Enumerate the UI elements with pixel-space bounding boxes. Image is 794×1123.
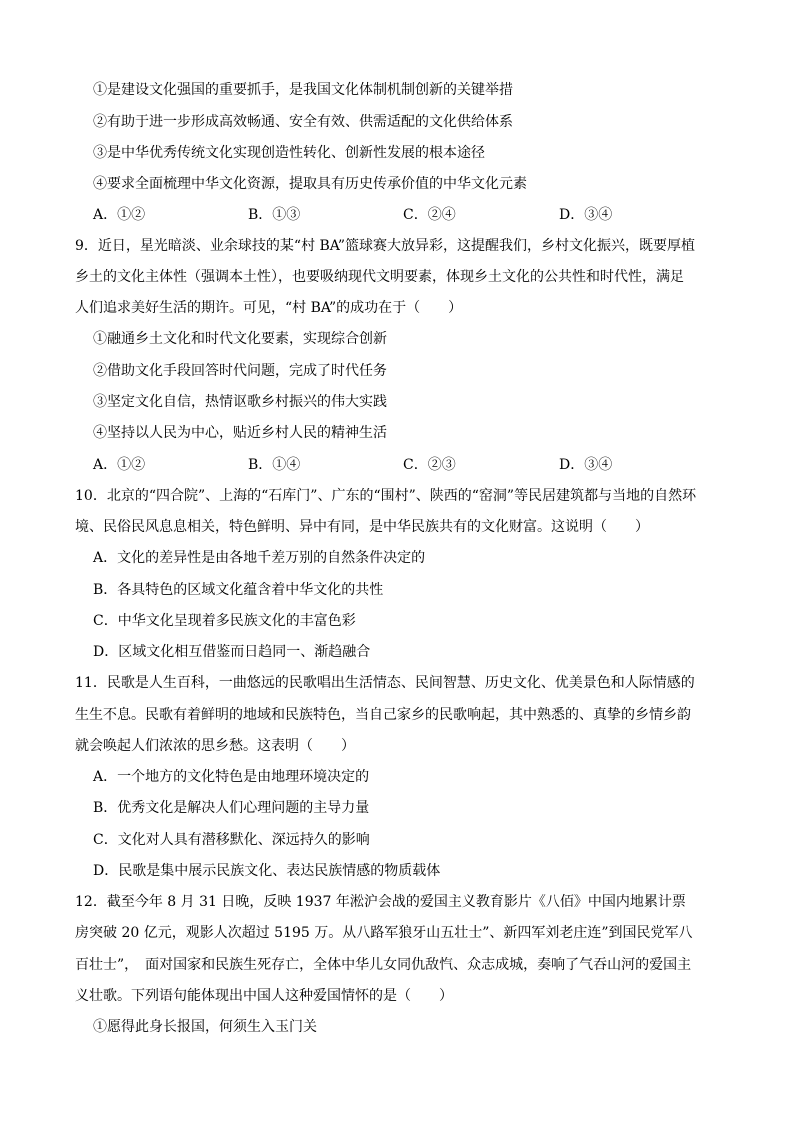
- q12-item-1: ①愿得此身长报国，何须生入玉门关: [93, 1019, 317, 1035]
- q8-item-3: ③是中华优秀传统文化实现创造性转化、创新性发展的根本途径: [93, 145, 485, 161]
- q9-item-2: ②借助文化手段回答时代问题，完成了时代任务: [93, 363, 387, 379]
- q10-choice-a: A．文化的差异性是由各地千差万别的自然条件决定的: [93, 550, 426, 566]
- q9-item-3: ③坚定文化自信，热情讴歌乡村振兴的伟大实践: [93, 394, 387, 410]
- q12-stem-line-1: 12．截至今年 8 月 31 日晚，反映 1937 年淞沪会战的爱国主义教育影片《八佰》中国内地累计票: [75, 894, 686, 910]
- q8-option-d: D．③④: [559, 207, 613, 223]
- q12-stem-line-4: 义壮歌。下列语句能体现出中国人这种爱国情怀的是（ ）: [75, 988, 453, 1004]
- q11-choice-c: C．文化对人具有潜移默化、深远持久的影响: [93, 832, 370, 848]
- q8-option-c: C．②④: [403, 207, 456, 223]
- q10-stem-line-1: 10．北京的“四合院”、上海的“石库门”、广东的“围村”、陕西的“窑洞”等民居建筑都与当地的自然环: [75, 488, 697, 504]
- q11-stem-line-2: 生生不息。民歌有着鲜明的地域和民族特色，当自己家乡的民歌响起，其中熟悉的、真挚的乡情乡韵: [75, 707, 691, 723]
- q9-stem-line-1: 9．近日，星光暗淡、业余球技的某“村 BA”篮球赛大放异彩，这提醒我们，乡村文化振兴，既要厚植: [75, 238, 696, 254]
- q8-option-b: B．①③: [248, 207, 301, 223]
- q9-option-b: B．①④: [248, 457, 301, 473]
- q9-item-1: ①融通乡土文化和时代文化要素，实现综合创新: [93, 331, 387, 347]
- q9-item-4: ④坚持以人民为中心，贴近乡村人民的精神生活: [93, 425, 387, 441]
- q10-stem-line-2: 境、民俗民风息息相关，特色鲜明、异中有同，是中华民族共有的文化财富。这说明（ ）: [75, 519, 649, 535]
- q10-choice-d: D．区域文化相互借鉴而日趋同一、渐趋融合: [93, 644, 371, 660]
- q11-choice-d: D．民歌是集中展示民族文化、表达民族情感的物质载体: [93, 863, 441, 879]
- q11-choice-a: A．一个地方的文化特色是由地理环境决定的: [93, 769, 370, 785]
- q9-option-a: A．①②: [93, 457, 146, 473]
- q11-choice-b: B．优秀文化是解决人们心理问题的主导力量: [93, 800, 370, 816]
- q11-stem-line-3: 就会唤起人们浓浓的思乡愁。这表明（ ）: [75, 738, 355, 754]
- q12-stem-line-2: 房突破 20 亿元，观影人次超过 5195 万。从八路军狼牙山五壮士”、新四军刘老庄连”到国民党军八: [75, 925, 693, 941]
- q11-stem-line-1: 11．民歌是人生百科，一曲悠远的民歌唱出生活情态、民间智慧、历史文化、优美景色和人际情感的: [75, 675, 695, 691]
- q10-choice-b: B．各具特色的区域文化蕴含着中华文化的共性: [93, 582, 384, 598]
- q10-choice-c: C．中华文化呈现着多民族文化的丰富色彩: [93, 613, 356, 629]
- q8-item-2: ②有助于进一步形成高效畅通、安全有效、供需适配的文化供给体系: [93, 114, 513, 130]
- q9-stem-line-3: 人们追求美好生活的期许。可见，“村 BA”的成功在于（ ）: [75, 300, 463, 316]
- q8-item-1: ①是建设文化强国的重要抓手，是我国文化体制机制创新的关键举措: [93, 82, 513, 98]
- q9-option-c: C．②③: [403, 457, 456, 473]
- q9-stem-line-2: 乡土的文化主体性（强调本土性），也要吸纳现代文明要素，体现乡土文化的公共性和时代性，满足: [75, 269, 684, 285]
- q12-stem-line-3: 百壮士”， 面对国家和民族生死存亡，全体中华儿女同仇敌忾、众志成城，奏响了气吞山河的爱国主: [75, 957, 692, 973]
- q9-option-d: D．③④: [559, 457, 613, 473]
- q8-option-a: A．①②: [93, 207, 146, 223]
- q8-item-4: ④要求全面梳理中华文化资源，提取具有历史传承价值的中华文化元素: [93, 176, 527, 192]
